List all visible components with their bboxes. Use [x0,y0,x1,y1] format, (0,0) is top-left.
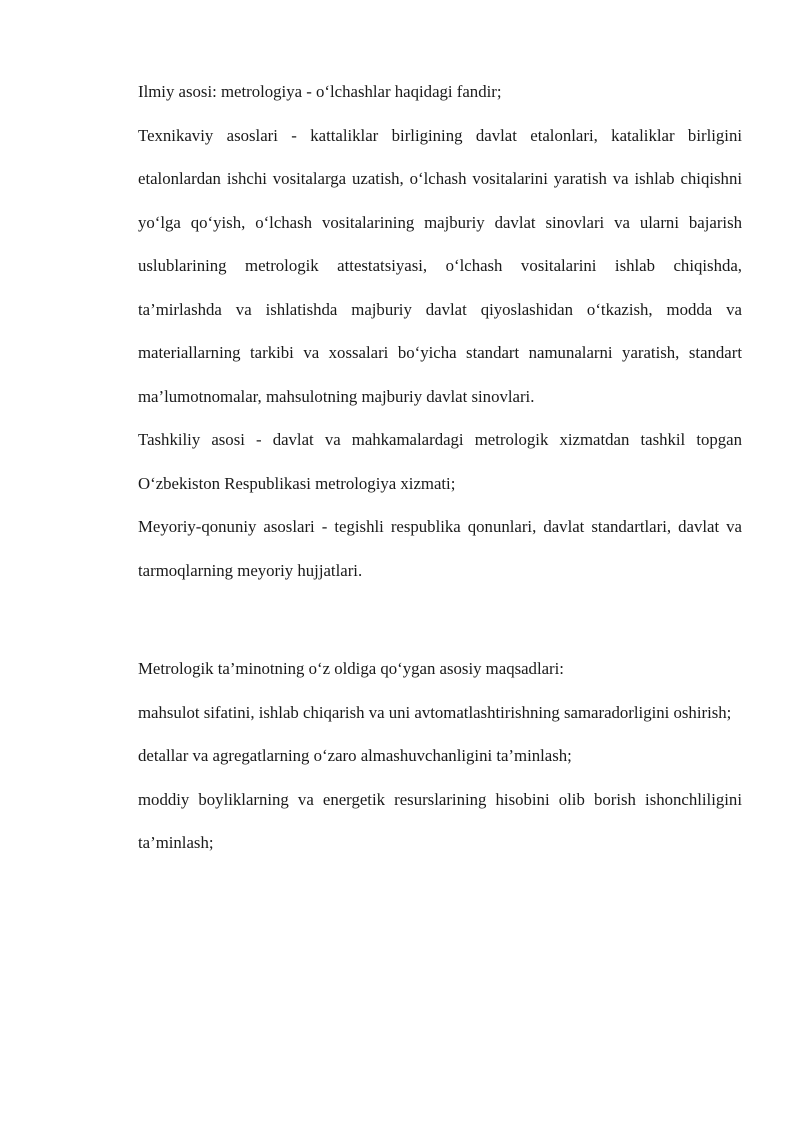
section-spacer [138,592,742,647]
paragraph-technical-basis: Texnikaviy asoslari - kattaliklar birligining davlat etalonlari, kataliklar birligini etalonlardan ishchi vositalarga uzatish, o‘lchash vositalarini yaratish va ishlab chiqishni yo‘lga qo‘yish, o‘lchash vositalarining majburiy davlat sinovlari va ularni bajarish uslublarining metrologik attestatsiyasi, o‘lchash vositalarini ishlab chiqishda, ta’mirlashda va ishlatishda majburiy davlat qiyoslashidan o‘tkazish, modda va materiallarning tarkibi va xossalari bo‘yicha standart namunalarni yaratish, standart ma’lumotnomalar, mahsulotning majburiy davlat sinovlari. [138,125,742,406]
paragraph-goals-heading: Metrologik ta’minotning o‘z oldiga qo‘ygan asosiy maqsadlari: [138,659,564,678]
document-body [138,70,742,865]
list-item-goal-quality: mahsulot sifatini, ishlab chiqarish va uni avtomatlashtirishning samaradorligini oshirish; [138,702,732,722]
paragraph-legal-basis: Meyoriy-qonuniy asoslari - tegishli respublika qonunlari, davlat standartlari, davlat va tarmoqlarning meyoriy hujjatlari. [138,517,742,580]
paragraph-organizational-basis: Tashkiliy asosi - davlat va mahkamalardagi metrologik xizmatdan tashkil topgan O‘zbekiston Respublikasi metrologiya xizmati; [138,430,742,493]
list-item-goal-accounting: moddiy boyliklarning va energetik resurslarining hisobini olib borish ishonchliligini ta’minlash; [138,789,742,852]
paragraph-scientific-basis: Ilmiy asosi: metrologiya - o‘lchashlar haqidagi fandir; [138,82,502,101]
list-item-goal-interchangeability: detallar va agregatlarning o‘zaro almashuvchanligini ta’minlash; [138,746,572,765]
